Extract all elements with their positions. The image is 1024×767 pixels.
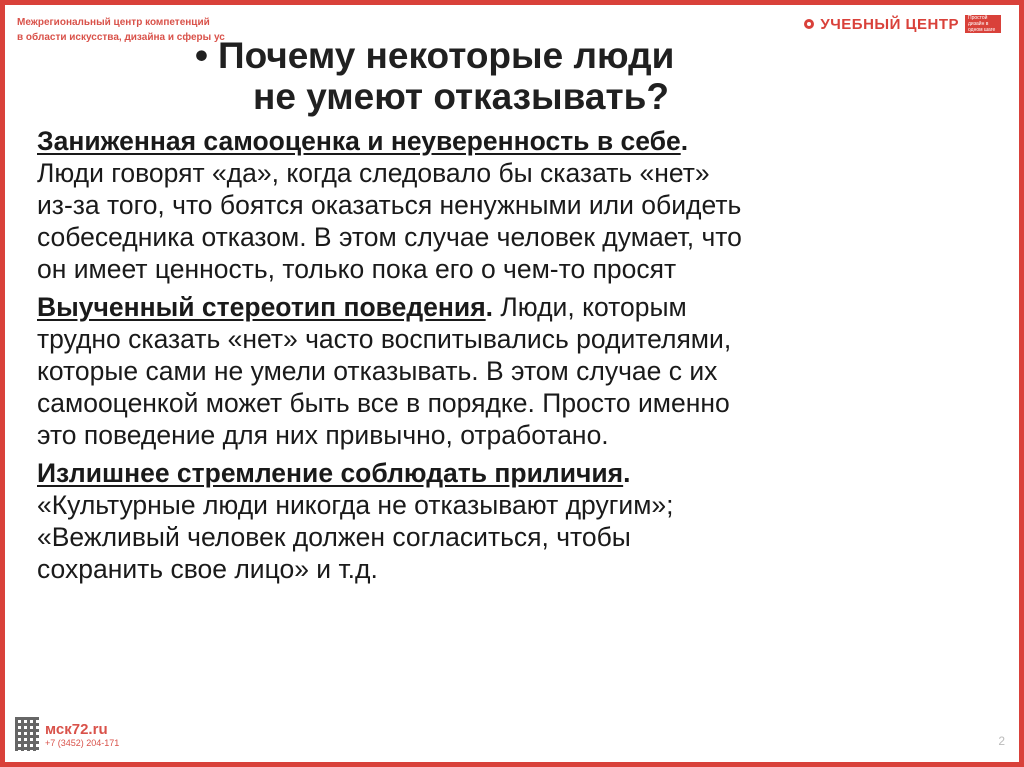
section-heading: Выученный стереотип поведения [37,292,486,322]
organization-line: в области искусства, дизайна и сферы ус [17,32,225,43]
brand-circle-icon [804,19,814,29]
footer-phone: +7 (3452) 204-171 [45,737,120,748]
brand-badge: Простой дизайн в одном шаге [965,15,1001,33]
footer-site-link[interactable]: мск72.ru [45,720,108,738]
section-line: сохранить свое лицо» и т.д. [37,554,378,584]
section-line: которые сами не умели отказывать. В этом случае с их [37,356,718,386]
brand-name: УЧЕБНЫЙ ЦЕНТР [820,15,959,33]
section-excessive-propriety [37,457,997,585]
slide-title [195,35,835,117]
section-line: это поведение для них привычно, отработано. [37,420,609,450]
section-low-self-esteem [37,125,997,285]
page-number: 2 [998,734,1005,748]
title-line-2: не умеют отказывать? [253,76,669,117]
section-learned-stereotype [37,291,997,451]
section-line: «Культурные люди никогда не отказывают другим»; [37,490,674,520]
slide-content [37,125,997,591]
heading-punct: . [680,126,689,156]
section-line: из-за того, что боятся оказаться ненужными или обидеть [37,190,742,220]
title-bullet: • [195,35,208,76]
section-line: собеседника отказом. В этом случае человек думает, что [37,222,742,252]
organization-line: Межрегиональный центр компетенций [17,17,210,28]
section-line: самооценкой может быть все в порядке. Просто именно [37,388,730,418]
section-line: Люди говорят «да», когда следовало бы сказать «нет» [37,158,710,188]
section-line: трудно сказать «нет» часто воспитывались родителями, [37,324,732,354]
heading-punct: . [485,292,494,322]
footer [15,717,119,751]
section-heading: Заниженная самооценка и неуверенность в себе [37,126,681,156]
title-line-1: Почему некоторые люди [217,35,675,76]
qr-code-icon [15,717,39,751]
section-line: «Вежливый человек должен согласиться, чтобы [37,522,631,552]
organization-name [17,15,225,45]
brand-logo [804,15,1001,33]
heading-punct: . [623,458,631,488]
section-heading: Излишнее стремление соблюдать приличия [37,458,624,488]
section-heading-tail: Люди, которым [493,292,687,322]
section-line: он имеет ценность, только пока его о чем-то просят [37,254,677,284]
